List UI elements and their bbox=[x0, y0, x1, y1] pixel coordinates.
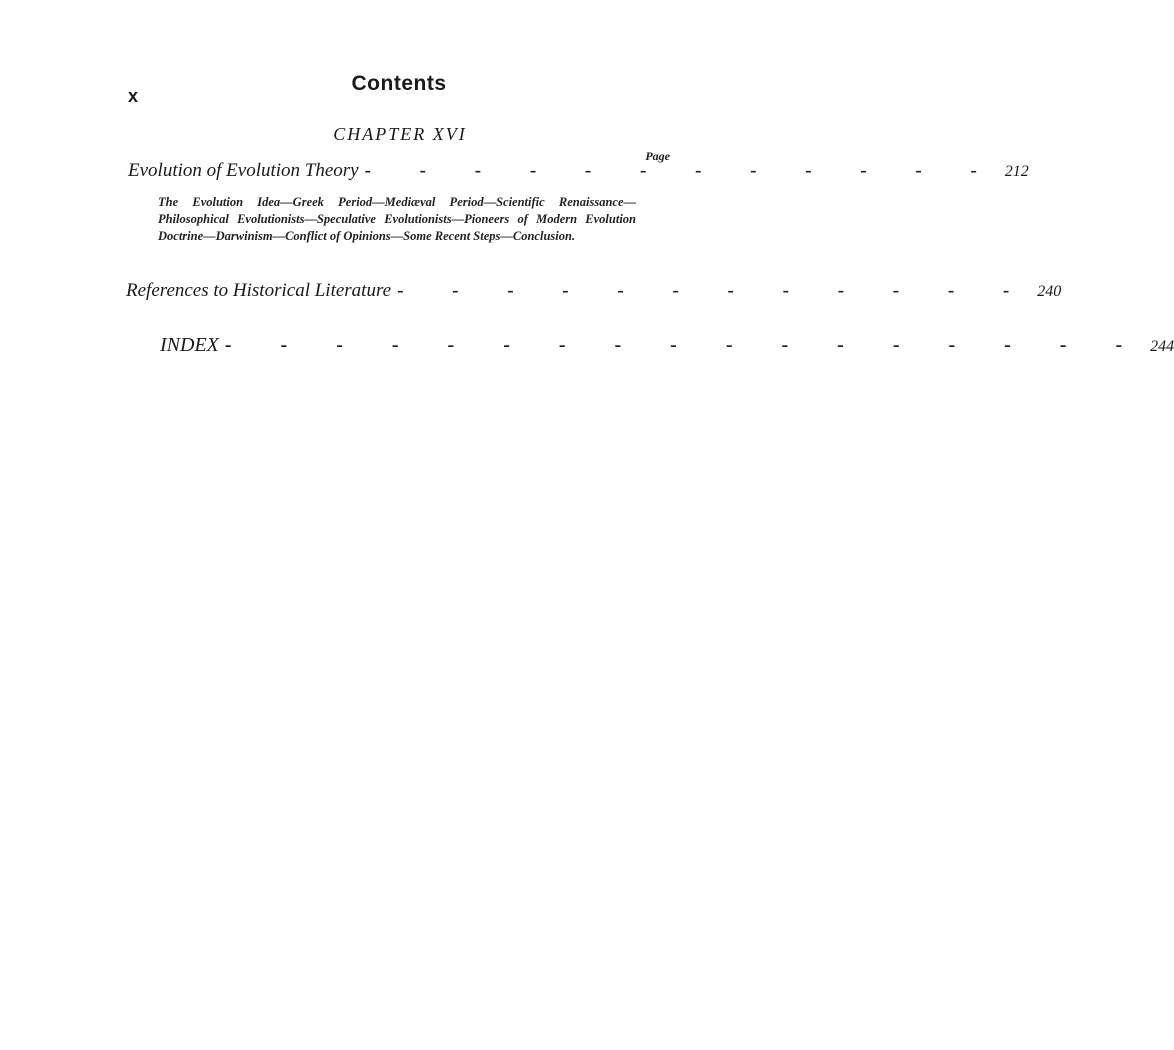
toc-entry-page: 240 bbox=[1037, 283, 1062, 300]
toc-entry-title: Evolution of Evolution Theory bbox=[128, 160, 359, 181]
toc-entry-title: INDEX bbox=[160, 334, 219, 356]
running-head-text: Contents bbox=[351, 72, 447, 95]
chapter-heading: CHAPTER XVI bbox=[333, 124, 467, 144]
dot-leader: - - - - - - - - - - - - bbox=[397, 280, 1032, 301]
toc-entry-references bbox=[126, 280, 1062, 302]
page-column-label: Page bbox=[645, 149, 670, 163]
running-head bbox=[0, 72, 800, 96]
toc-entry-evolution-theory bbox=[128, 160, 1029, 182]
toc-entry-index bbox=[160, 334, 1174, 357]
dot-leader: - - - - - - - - - - - - bbox=[364, 160, 999, 181]
toc-entry-title: References to Historical Literature bbox=[126, 280, 392, 301]
toc-entry-page: 244 bbox=[1150, 338, 1174, 355]
toc-entry-page: 212 bbox=[1004, 163, 1029, 180]
dot-leader: - - - - - - - - - - - - - - - - - bbox=[224, 334, 1145, 356]
chapter-summary: The Evolution Idea—Greek Period—Mediæval Period—Scientific Renaissance—Philosophical Evolutionists—Speculative Evolutionists—Pioneers of Modern Evolution Doctrine—Darwinism—Conflict of Opinions—Some Recent Steps—Conclusion. bbox=[158, 195, 636, 243]
page-folio: x bbox=[128, 86, 139, 106]
